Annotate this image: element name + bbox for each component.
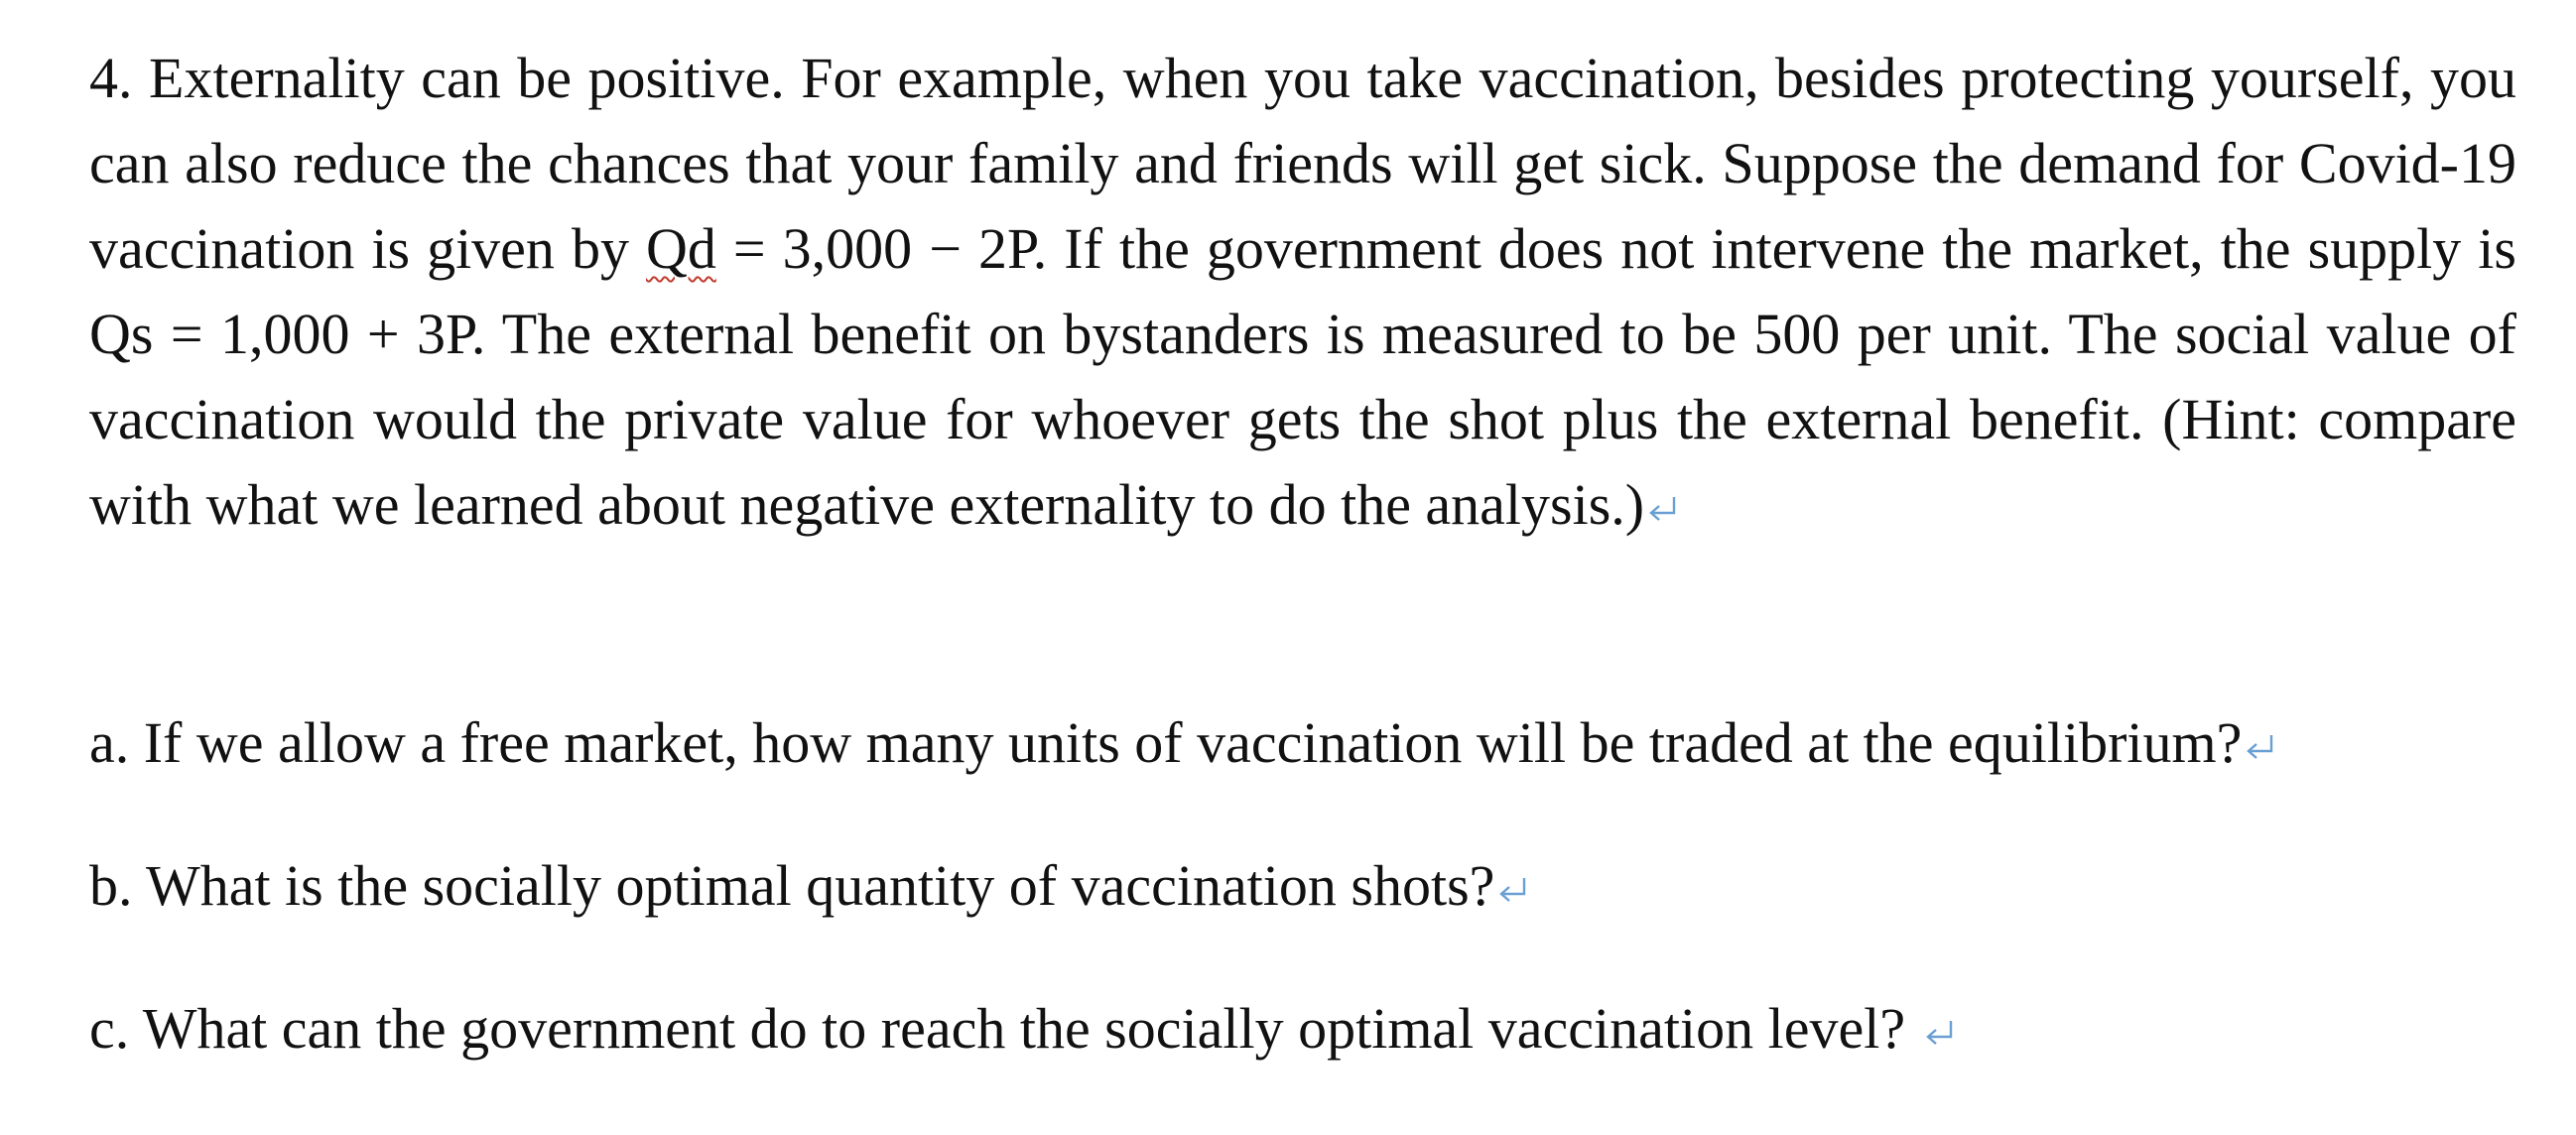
return-arrow-icon (1496, 875, 1530, 905)
question-b-text: b. What is the socially optimal quantity of vaccination shots? (89, 853, 1495, 918)
return-arrow-icon (1923, 1018, 1957, 1048)
document-page (89, 36, 2516, 1061)
question-a (89, 700, 2277, 786)
question-c-text: c. What can the government do to reach the socially optimal vaccination level? (89, 996, 1906, 1061)
return-arrow-icon (1646, 494, 1680, 524)
question-a-text: a. If we allow a free market, how many units of vaccination will be traded at the equilibrium? (89, 710, 2243, 775)
intro-paragraph (89, 36, 2516, 548)
question-c (89, 986, 1957, 1072)
intro-text-part2: = 3,000 − 2P. If the government does not intervene the market, the supply is Qs = 1,000 + 3P. The external benefit on bystanders is measured to be 500 per unit. The social value of vaccination would the private value for whoever gets the shot plus the external benefit. (Hint: compare with what we learned about negative externality to do the analysis.) (89, 216, 2516, 537)
return-arrow-icon (2244, 732, 2277, 762)
intro-text-part1: 4. Externality can be positive. For example, when you take vaccination, besides protecting yourself, you can also reduce the chances that your family and friends will get sick. Suppose the demand for Covid-19 vaccination is given by (89, 46, 2516, 281)
question-b (89, 843, 1530, 929)
qd-term: Qd (646, 216, 716, 281)
